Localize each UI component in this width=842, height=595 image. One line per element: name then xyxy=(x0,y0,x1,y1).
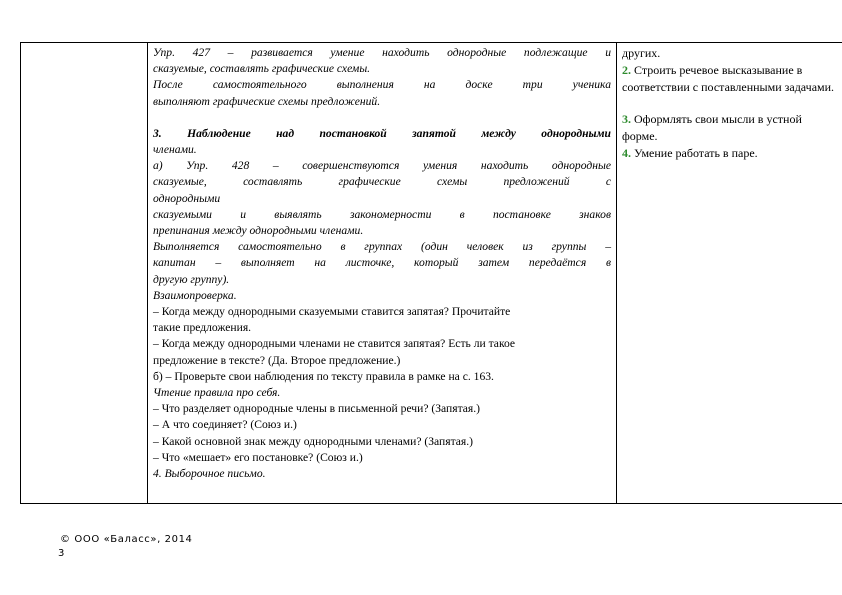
activity-line: 4. Выборочное письмо. xyxy=(153,467,266,481)
skills-item-2 xyxy=(622,62,842,79)
activity-line: 3. Наблюдение над постановкой запятой между однородными xyxy=(153,126,611,140)
activity-text xyxy=(148,43,616,482)
lesson-table xyxy=(20,42,842,504)
copyright-footer: © ООО «Баласс», 2014 xyxy=(60,534,193,545)
activity-line: членами. xyxy=(153,143,197,157)
skills-item-3 xyxy=(622,111,842,128)
activity-line: – Что разделяет однородные члены в письменной речи? (Запятая.) xyxy=(153,402,481,416)
activity-line: – Что «мешает» его постановке? (Союз и.) xyxy=(153,450,363,464)
skills-text xyxy=(617,43,842,162)
activity-line: такие предложения. xyxy=(153,321,252,335)
skills-item-text: Строить речевое высказывание в xyxy=(634,63,803,77)
activity-line: предложение в тексте? (Да. Второе предложение.) xyxy=(153,353,401,367)
skills-item-text: Оформлять свои мысли в устной xyxy=(634,112,802,126)
activity-line: выполняют графические схемы предложений. xyxy=(153,94,381,108)
spacer xyxy=(153,110,611,126)
activity-line: сказуемыми и выявлять закономерности в постановке знаков xyxy=(153,207,611,221)
skills-item-number: 4. xyxy=(622,146,631,160)
skills-item-number: 2. xyxy=(622,63,631,77)
activity-line: б) – Проверьте свои наблюдения по тексту правила в рамке на с. 163. xyxy=(153,369,494,383)
table-column-skills xyxy=(617,43,842,503)
activity-line: – Какой основной знак между однородными членами? (Запятая.) xyxy=(153,434,474,448)
activity-line: Чтение правила про себя. xyxy=(153,386,281,400)
activity-line: Взаимопроверка. xyxy=(153,288,237,302)
activity-line: сказуемые, составлять графические схемы. xyxy=(153,62,371,76)
activity-line: – Когда между однородными членами не ставится запятая? Есть ли такое xyxy=(153,337,516,351)
activity-line: Упр. 427 – развивается умение находить однородные подлежащие и xyxy=(153,46,611,59)
spacer xyxy=(622,96,842,111)
activity-line: После самостоятельного выполнения на доске три ученика xyxy=(153,78,611,92)
table-column-activity xyxy=(148,43,617,503)
activity-line: – Когда между однородными сказуемыми ставится запятая? Прочитайте xyxy=(153,305,511,319)
activity-line: сказуемые, составлять графические схемы предложений с xyxy=(153,175,611,189)
skills-item-4 xyxy=(622,145,842,162)
skills-line: форме. xyxy=(622,129,658,143)
skills-line: других. xyxy=(622,46,661,60)
page-number: 3 xyxy=(58,548,65,559)
activity-line: другую группу). xyxy=(153,272,230,286)
skills-item-number: 3. xyxy=(622,112,631,126)
activity-line: препинания между однородными членами. xyxy=(153,224,364,238)
table-column-stage xyxy=(21,43,148,503)
activity-line: а) Упр. 428 – совершенствуются умения находить однородные xyxy=(153,159,611,173)
activity-line: Выполняется самостоятельно в группах (один человек из группы – xyxy=(153,240,611,254)
activity-line: однородными xyxy=(153,191,221,205)
skills-line: соответствии с поставленными задачами. xyxy=(622,80,835,94)
activity-line: капитан – выполняет на листочке, который затем передаётся в xyxy=(153,256,611,270)
skills-item-text: Умение работать в паре. xyxy=(634,146,758,160)
activity-line: – А что соединяет? (Союз и.) xyxy=(153,418,297,432)
